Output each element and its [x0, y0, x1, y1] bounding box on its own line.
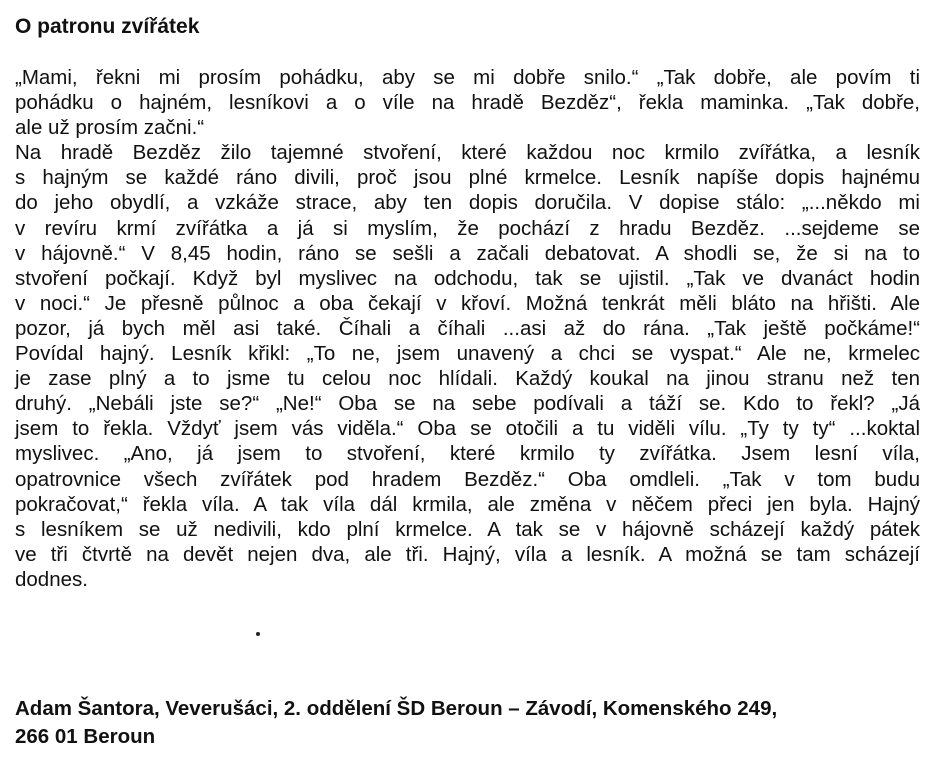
author-signature: [15, 695, 920, 751]
text-line: ve tři čtvrtě na devět nejen dva, ale tři. Hajný, víla a lesník. A možná se tam scházejí: [15, 542, 920, 566]
scan-speck: [256, 632, 260, 636]
text-line: v revíru krmí zvířátka a já si myslím, že pochází z hradu Bezděz. ...sejdeme se: [15, 216, 920, 240]
text-line: druhý. „Nebáli jste se?“ „Ne!“ Oba se na sebe podívali a táží se. Kdo to řekl? „Já: [15, 392, 920, 416]
text-line: je zase plný a to jsme tu celou noc hlídali. Každý koukal na jinou stranu než ten: [15, 367, 920, 391]
text-line: opatrovnice všech zvířátek pod hradem Bezděz.“ Oba omdleli. „Tak v tom budu: [15, 467, 920, 491]
signature-line: 266 01 Beroun: [15, 725, 156, 748]
text-line: dodnes.: [15, 567, 88, 591]
document-title: O patronu zvířátek: [15, 15, 200, 38]
text-line: Povídal hajný. Lesník křikl: „To ne, jsem unavený a chci se vyspat.“ Ale ne, krmelec: [15, 342, 920, 366]
text-line: v hájovně.“ V 8,45 hodin, ráno se sešli a začali debatovat. A shodli se, že si na to: [15, 241, 920, 265]
text-line: „Mami, řekni mi prosím pohádku, aby se mi dobře snilo.“ „Tak dobře, ale povím ti: [15, 66, 920, 89]
text-line: pozor, já bych měl asi také. Číhali a číhali ...asi až do rána. „Tak ještě počkáme!“: [15, 316, 920, 340]
text-line: Na hradě Bezděz žilo tajemné stvoření, které každou noc krmilo zvířátka, a lesník: [15, 141, 920, 165]
text-line: pohádku o hajném, lesníkovi a o víle na hradě Bezděz“, řekla maminka. „Tak dobře,: [15, 91, 920, 115]
text-line: ale už prosím začni.“: [15, 116, 205, 140]
text-line: v noci.“ Je přesně půlnoc a oba čekají v křoví. Možná tenkrát měli bláto na hřišti. Ale: [15, 291, 920, 315]
text-line: s hajným se každé ráno divili, proč jsou plné krmelce. Lesník napíše dopis hajnému: [15, 166, 920, 190]
text-line: myslivec. „Ano, já jsem to stvoření, které krmilo ty zvířátka. Jsem lesní víla,: [15, 442, 920, 466]
text-line: s lesníkem se už nedivili, kdo plní krmelce. A tak se v hájovně scházejí každý pátek: [15, 517, 920, 541]
text-line: stvoření počkají. Když byl myslivec na odchodu, tak se ujistil. „Tak ve dvanáct hodin: [15, 266, 920, 290]
story-text: [15, 65, 920, 592]
signature-line: Adam Šantora, Veverušáci, 2. oddělení ŠD Beroun – Závodí, Komenského 249,: [15, 697, 778, 720]
text-line: do jeho obydlí, a vzkáže strace, aby ten dopis doručila. V dopise stálo: „...někdo mi: [15, 191, 920, 215]
text-line: pokračovat,“ řekla víla. A tak víla dál krmila, ale změna v něčem přeci jen byla. Hajný: [15, 492, 920, 516]
text-line: jsem to řekla. Vždyť jsem vás viděla.“ Oba se otočili a tu viděli vílu. „Ty ty ty“ ...koktal: [15, 417, 920, 441]
